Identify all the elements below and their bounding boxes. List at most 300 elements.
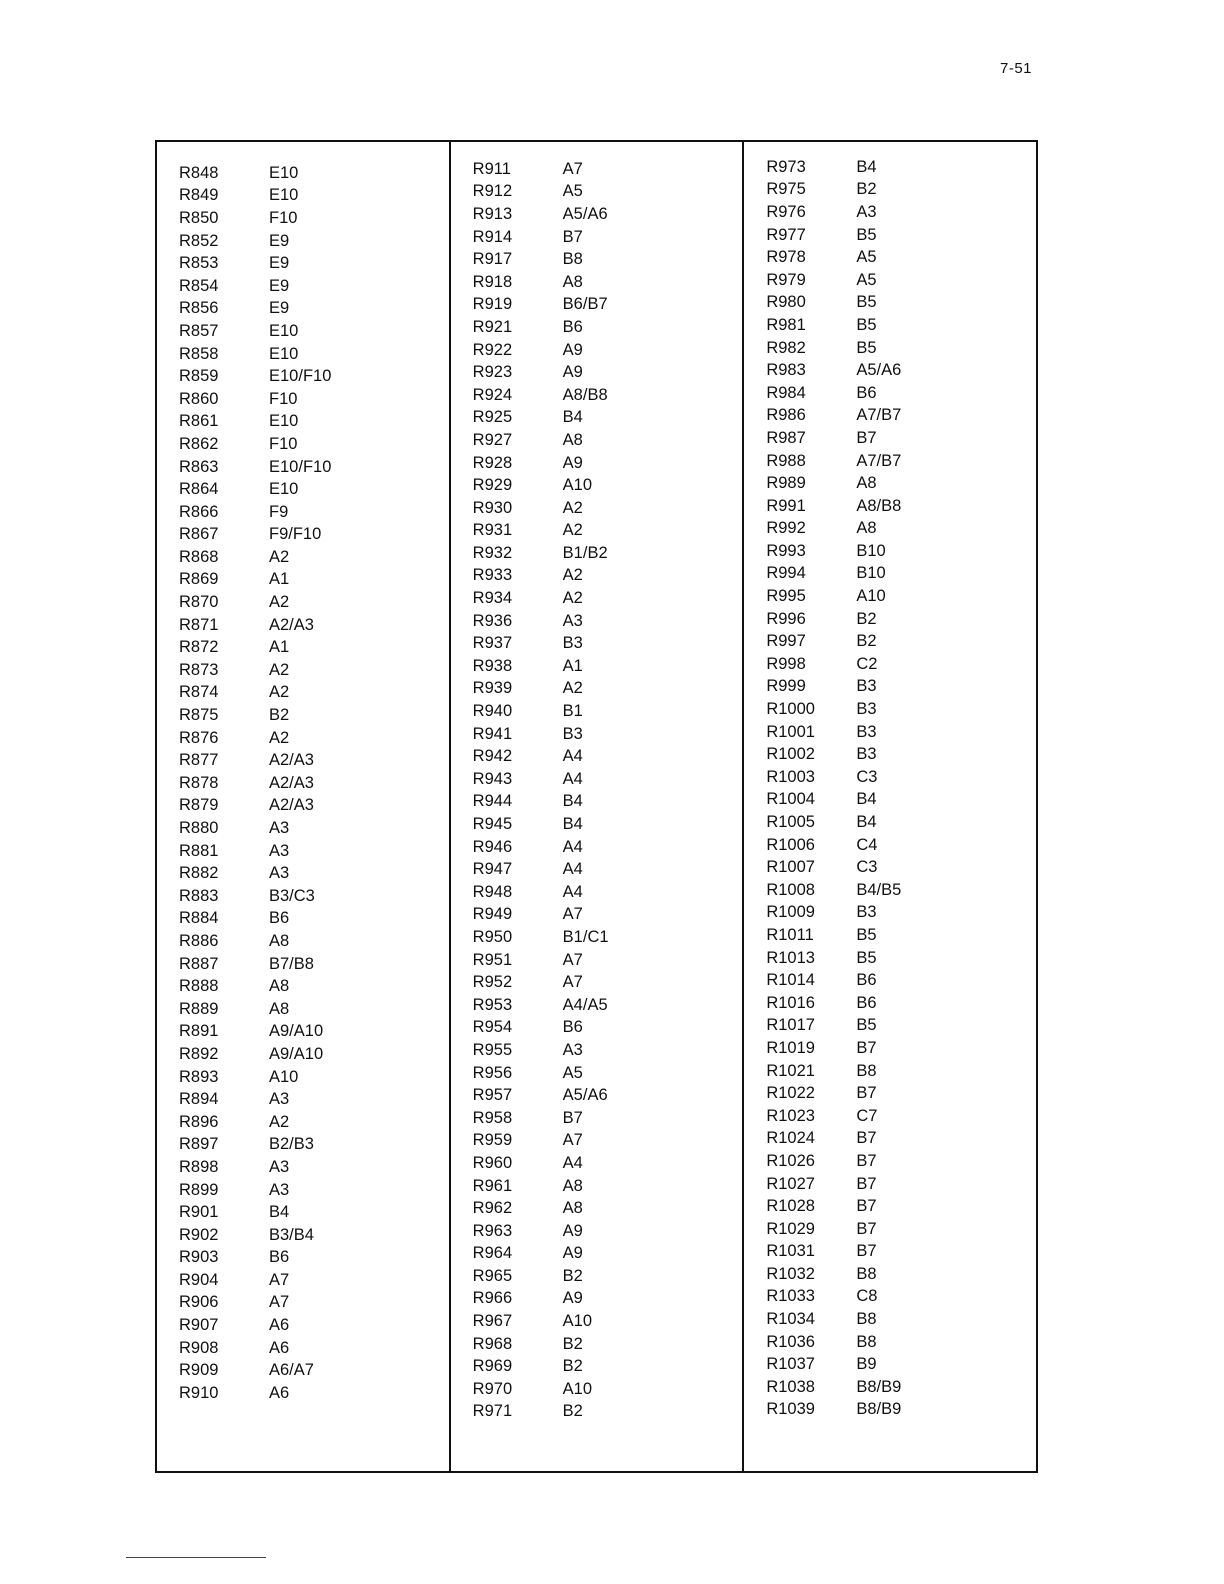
grid-location: A10 xyxy=(856,587,886,606)
table-row xyxy=(473,1310,743,1333)
grid-location: B6 xyxy=(856,971,877,990)
grid-location: B5 xyxy=(856,315,877,334)
grid-location: A8 xyxy=(562,1176,583,1195)
reference-designator: R1003 xyxy=(766,767,815,786)
table-row xyxy=(766,992,1036,1015)
grid-location: A2 xyxy=(269,728,290,747)
grid-location: B1/B2 xyxy=(562,543,608,562)
reference-designator: R1002 xyxy=(766,745,815,764)
grid-location: A7/B7 xyxy=(856,451,902,470)
table-row xyxy=(179,704,449,727)
table-row xyxy=(179,1201,449,1224)
reference-designator: R910 xyxy=(179,1383,219,1402)
grid-location: B3 xyxy=(856,700,877,719)
table-row xyxy=(473,271,743,294)
reference-designator: R953 xyxy=(472,995,513,1014)
grid-location: A8/B8 xyxy=(856,496,902,515)
table-row xyxy=(179,659,449,682)
table-row xyxy=(179,636,449,659)
table-row xyxy=(766,179,1036,202)
grid-location: A6 xyxy=(269,1338,290,1357)
table-row xyxy=(473,361,743,384)
grid-location: A2 xyxy=(562,589,583,608)
table-row xyxy=(473,768,743,791)
grid-location: B5 xyxy=(856,925,877,944)
grid-location: B2 xyxy=(269,706,290,725)
reference-designator: R948 xyxy=(472,882,513,901)
table-row xyxy=(473,723,743,746)
reference-designator: R954 xyxy=(472,1018,513,1037)
reference-designator: R999 xyxy=(766,677,806,696)
table-row xyxy=(179,862,449,885)
reference-designator: R891 xyxy=(179,1022,219,1041)
table-row xyxy=(766,698,1036,721)
table-row xyxy=(179,772,449,795)
reference-designator: R968 xyxy=(472,1334,513,1353)
grid-location: B2 xyxy=(562,1266,583,1285)
grid-location: A4/A5 xyxy=(562,995,608,1014)
reference-designator: R998 xyxy=(766,654,806,673)
reference-designator: R931 xyxy=(472,521,513,540)
table-row xyxy=(766,1353,1036,1376)
reference-designator: R944 xyxy=(472,792,513,811)
reference-designator: R1004 xyxy=(766,790,815,809)
table-row xyxy=(179,1292,449,1315)
grid-location: B7 xyxy=(856,1242,877,1261)
table-row xyxy=(473,1152,743,1175)
table-row xyxy=(179,1179,449,1202)
table-row xyxy=(473,1017,743,1040)
grid-location: B2 xyxy=(856,609,877,628)
table-row xyxy=(766,427,1036,450)
component-location-table xyxy=(155,140,1038,1473)
grid-location: A3 xyxy=(269,1157,290,1176)
grid-location: E10 xyxy=(269,186,299,205)
grid-location: B4 xyxy=(856,790,877,809)
grid-location: A10 xyxy=(269,1067,299,1086)
reference-designator: R1001 xyxy=(766,722,815,741)
table-row xyxy=(473,632,743,655)
table-row xyxy=(766,156,1036,179)
grid-location: B3 xyxy=(562,634,583,653)
reference-designator: R892 xyxy=(179,1044,219,1063)
table-row xyxy=(766,314,1036,337)
table-row xyxy=(179,1021,449,1044)
table-row xyxy=(473,1197,743,1220)
table-row xyxy=(473,181,743,204)
reference-designator: R854 xyxy=(179,276,219,295)
grid-location: A1 xyxy=(269,570,290,589)
table-row xyxy=(473,339,743,362)
table-row xyxy=(179,1111,449,1134)
reference-designator: R1038 xyxy=(766,1377,815,1396)
grid-location: A8 xyxy=(562,272,583,291)
table-row xyxy=(766,924,1036,947)
reference-designator: R876 xyxy=(179,728,219,747)
reference-designator: R859 xyxy=(179,367,219,386)
grid-location: F10 xyxy=(269,208,298,227)
grid-location: A2 xyxy=(562,566,583,585)
grid-location: A5 xyxy=(856,248,877,267)
table-row xyxy=(766,495,1036,518)
table-row xyxy=(179,885,449,908)
table-row xyxy=(766,1263,1036,1286)
table-row xyxy=(473,655,743,678)
table-row xyxy=(766,292,1036,315)
grid-location: B2 xyxy=(562,1357,583,1376)
grid-location: C8 xyxy=(856,1287,878,1306)
grid-location: B1 xyxy=(562,702,583,721)
grid-location: B10 xyxy=(856,564,886,583)
table-row xyxy=(766,1195,1036,1218)
reference-designator: R883 xyxy=(179,886,219,905)
grid-location: B10 xyxy=(856,541,886,560)
table-row xyxy=(766,540,1036,563)
grid-location: A5/A6 xyxy=(856,361,902,380)
reference-designator: R897 xyxy=(179,1135,219,1154)
reference-designator: R930 xyxy=(472,498,513,517)
reference-designator: R955 xyxy=(472,1040,513,1059)
reference-designator: R991 xyxy=(766,496,806,515)
reference-designator: R997 xyxy=(766,632,806,651)
grid-location: A9 xyxy=(562,1244,583,1263)
table-row xyxy=(473,1378,743,1401)
reference-designator: R1033 xyxy=(766,1287,815,1306)
table-row xyxy=(179,546,449,569)
reference-designator: R1000 xyxy=(766,700,815,719)
table-row xyxy=(766,1376,1036,1399)
grid-location: A3 xyxy=(562,1040,583,1059)
reference-designator: R856 xyxy=(179,299,219,318)
table-row xyxy=(766,201,1036,224)
table-row xyxy=(473,881,743,904)
grid-location: A2 xyxy=(269,593,290,612)
table-row xyxy=(473,1039,743,1062)
table-row xyxy=(766,1037,1036,1060)
grid-location: A8 xyxy=(269,931,290,950)
reference-designator: R979 xyxy=(766,270,806,289)
table-row xyxy=(473,678,743,701)
reference-designator: R1005 xyxy=(766,813,815,832)
table-row xyxy=(473,926,743,949)
reference-designator: R877 xyxy=(179,751,219,770)
grid-location: A5 xyxy=(562,1063,583,1082)
grid-location: E10 xyxy=(269,344,299,363)
reference-designator: R1031 xyxy=(766,1242,815,1261)
grid-location: A2 xyxy=(562,679,583,698)
grid-location: B8/B9 xyxy=(856,1377,902,1396)
reference-designator: R1032 xyxy=(766,1264,815,1283)
grid-location: B2 xyxy=(562,1402,583,1421)
reference-designator: R1034 xyxy=(766,1310,815,1329)
grid-location: B4 xyxy=(562,792,583,811)
reference-designator: R861 xyxy=(179,412,219,431)
grid-location: B7 xyxy=(856,1038,877,1057)
table-row xyxy=(766,1060,1036,1083)
reference-designator: R956 xyxy=(472,1063,513,1082)
table-row xyxy=(766,450,1036,473)
reference-designator: R932 xyxy=(472,543,513,562)
table-row xyxy=(766,969,1036,992)
reference-designator: R987 xyxy=(766,428,806,447)
grid-location: A6 xyxy=(269,1383,290,1402)
table-row xyxy=(179,1066,449,1089)
grid-location: B7/B8 xyxy=(269,954,314,973)
reference-designator: R863 xyxy=(179,457,219,476)
table-row xyxy=(179,1088,449,1111)
reference-designator: R889 xyxy=(179,999,219,1018)
table-row xyxy=(473,836,743,859)
reference-designator: R903 xyxy=(179,1248,219,1267)
reference-designator: R963 xyxy=(472,1221,513,1240)
grid-location: A8 xyxy=(562,430,583,449)
table-row xyxy=(473,1220,743,1243)
grid-location: B7 xyxy=(562,1108,583,1127)
reference-designator: R1037 xyxy=(766,1355,815,1374)
grid-location: E9 xyxy=(269,276,290,295)
table-row xyxy=(179,1359,449,1382)
grid-location: A2 xyxy=(562,498,583,517)
table-row xyxy=(766,563,1036,586)
grid-location: A2 xyxy=(269,547,290,566)
table-row xyxy=(179,953,449,976)
grid-location: A5/A6 xyxy=(562,1086,608,1105)
table-row xyxy=(473,452,743,475)
grid-location: A4 xyxy=(562,860,583,879)
reference-designator: R942 xyxy=(472,747,513,766)
reference-designator: R977 xyxy=(766,225,806,244)
grid-location: B8 xyxy=(856,1264,877,1283)
grid-location: B2 xyxy=(562,1334,583,1353)
reference-designator: R1019 xyxy=(766,1038,815,1057)
grid-location: A5 xyxy=(562,182,583,201)
grid-location: E9 xyxy=(269,231,290,250)
reference-designator: R914 xyxy=(472,227,513,246)
table-row xyxy=(766,1150,1036,1173)
table-row xyxy=(179,1314,449,1337)
table-row xyxy=(473,520,743,543)
grid-location: B2/B3 xyxy=(269,1135,314,1154)
reference-designator: R907 xyxy=(179,1316,219,1335)
table-row xyxy=(473,565,743,588)
table-row xyxy=(473,158,743,181)
table-row xyxy=(766,856,1036,879)
grid-location: A9/A10 xyxy=(269,1044,324,1063)
reference-designator: R1017 xyxy=(766,1016,815,1035)
table-row xyxy=(473,1175,743,1198)
reference-designator: R902 xyxy=(179,1225,219,1244)
table-row xyxy=(473,1288,743,1311)
table-row xyxy=(473,791,743,814)
reference-designator: R941 xyxy=(472,724,513,743)
grid-location: A8 xyxy=(562,1199,583,1218)
reference-designator: R1023 xyxy=(766,1106,815,1125)
table-row xyxy=(766,224,1036,247)
table-row xyxy=(766,902,1036,925)
table-column-1 xyxy=(157,142,449,1471)
grid-location: B7 xyxy=(856,1219,877,1238)
grid-location: B2 xyxy=(856,632,877,651)
reference-designator: R901 xyxy=(179,1203,219,1222)
reference-designator: R857 xyxy=(179,321,219,340)
table-row xyxy=(766,1241,1036,1264)
table-row xyxy=(179,817,449,840)
grid-location: A4 xyxy=(562,837,583,856)
grid-location: B7 xyxy=(562,227,583,246)
reference-designator: R912 xyxy=(472,182,513,201)
table-row xyxy=(179,1156,449,1179)
grid-location: B5 xyxy=(856,948,877,967)
reference-designator: R867 xyxy=(179,525,219,544)
reference-designator: R858 xyxy=(179,344,219,363)
grid-location: B6 xyxy=(856,993,877,1012)
table-row xyxy=(179,682,449,705)
table-row xyxy=(179,840,449,863)
grid-location: A3 xyxy=(562,611,583,630)
table-row xyxy=(179,252,449,275)
reference-designator: R988 xyxy=(766,451,806,470)
reference-designator: R924 xyxy=(472,385,513,404)
reference-designator: R969 xyxy=(472,1357,513,1376)
reference-designator: R1013 xyxy=(766,948,815,967)
table-row xyxy=(473,384,743,407)
reference-designator: R922 xyxy=(472,340,513,359)
grid-location: A10 xyxy=(562,1312,593,1331)
grid-location: A8 xyxy=(269,977,290,996)
table-row xyxy=(766,743,1036,766)
reference-designator: R989 xyxy=(766,474,806,493)
grid-location: A4 xyxy=(562,769,583,788)
grid-location: B7 xyxy=(856,1084,877,1103)
table-row xyxy=(473,542,743,565)
grid-location: A6 xyxy=(269,1316,290,1335)
grid-location: B4 xyxy=(562,815,583,834)
reference-designator: R934 xyxy=(472,589,513,608)
reference-designator: R1008 xyxy=(766,880,815,899)
grid-location: A7/B7 xyxy=(856,406,902,425)
reference-designator: R949 xyxy=(472,905,513,924)
grid-location: B3/B4 xyxy=(269,1225,314,1244)
grid-location: B9 xyxy=(856,1355,877,1374)
reference-designator: R864 xyxy=(179,480,219,499)
grid-location: B3 xyxy=(856,677,877,696)
table-row xyxy=(766,518,1036,541)
table-row xyxy=(473,1355,743,1378)
reference-designator: R996 xyxy=(766,609,806,628)
grid-location: A3 xyxy=(269,1090,290,1109)
grid-location: A9 xyxy=(562,1289,583,1308)
grid-location: A2 xyxy=(562,521,583,540)
table-row xyxy=(766,1218,1036,1241)
reference-designator: R860 xyxy=(179,389,219,408)
table-row xyxy=(473,1243,743,1266)
table-row xyxy=(473,497,743,520)
table-row xyxy=(766,1331,1036,1354)
reference-designator: R872 xyxy=(179,638,219,657)
table-row xyxy=(766,1173,1036,1196)
reference-designator: R943 xyxy=(472,769,513,788)
reference-designator: R1014 xyxy=(766,971,815,990)
grid-location: B5 xyxy=(856,225,877,244)
reference-designator: R873 xyxy=(179,660,219,679)
reference-designator: R993 xyxy=(766,541,806,560)
table-row xyxy=(179,1269,449,1292)
reference-designator: R875 xyxy=(179,706,219,725)
grid-location: A9 xyxy=(562,363,583,382)
table-row xyxy=(179,524,449,547)
reference-designator: R866 xyxy=(179,502,219,521)
reference-designator: R986 xyxy=(766,406,806,425)
grid-location: E10 xyxy=(269,321,299,340)
grid-location: E9 xyxy=(269,254,290,273)
reference-designator: R1011 xyxy=(766,925,814,944)
table-row xyxy=(473,1062,743,1085)
reference-designator: R929 xyxy=(472,476,513,495)
table-row xyxy=(473,226,743,249)
table-row xyxy=(179,456,449,479)
reference-designator: R945 xyxy=(472,815,513,834)
reference-designator: R957 xyxy=(472,1086,513,1105)
reference-designator: R976 xyxy=(766,202,806,221)
grid-location: B3 xyxy=(856,903,877,922)
table-row xyxy=(766,608,1036,631)
reference-designator: R888 xyxy=(179,977,219,996)
table-row xyxy=(473,994,743,1017)
reference-designator: R928 xyxy=(472,453,513,472)
table-row xyxy=(179,501,449,524)
table-row xyxy=(766,246,1036,269)
table-row xyxy=(766,1286,1036,1309)
table-row xyxy=(766,337,1036,360)
reference-designator: R894 xyxy=(179,1090,219,1109)
table-row xyxy=(766,269,1036,292)
reference-designator: R970 xyxy=(472,1379,513,1398)
reference-designator: R933 xyxy=(472,566,513,585)
reference-designator: R870 xyxy=(179,593,219,612)
reference-designator: R853 xyxy=(179,254,219,273)
table-row xyxy=(473,248,743,271)
grid-location: B7 xyxy=(856,1197,877,1216)
grid-location: B4 xyxy=(856,813,877,832)
grid-location: B6/B7 xyxy=(562,295,608,314)
reference-designator: R937 xyxy=(472,634,513,653)
grid-location: C3 xyxy=(856,858,878,877)
table-row xyxy=(473,610,743,633)
table-row xyxy=(766,1105,1036,1128)
grid-location: A10 xyxy=(562,1379,593,1398)
grid-location: B7 xyxy=(856,1151,877,1170)
reference-designator: R899 xyxy=(179,1180,219,1199)
grid-location: F9 xyxy=(269,502,289,521)
table-row xyxy=(179,998,449,1021)
grid-location: A8 xyxy=(856,474,877,493)
grid-location: F10 xyxy=(269,389,298,408)
reference-designator: R911 xyxy=(472,159,511,178)
grid-location: A5 xyxy=(856,270,877,289)
reference-designator: R1007 xyxy=(766,858,815,877)
grid-location: B4 xyxy=(562,408,583,427)
grid-location: A8/B8 xyxy=(562,385,608,404)
table-row xyxy=(473,1084,743,1107)
grid-location: A3 xyxy=(269,841,290,860)
table-row xyxy=(766,653,1036,676)
table-row xyxy=(179,1337,449,1360)
table-row xyxy=(766,947,1036,970)
reference-designator: R919 xyxy=(472,295,513,314)
table-row xyxy=(179,975,449,998)
reference-designator: R871 xyxy=(179,615,219,634)
reference-designator: R1009 xyxy=(766,903,815,922)
